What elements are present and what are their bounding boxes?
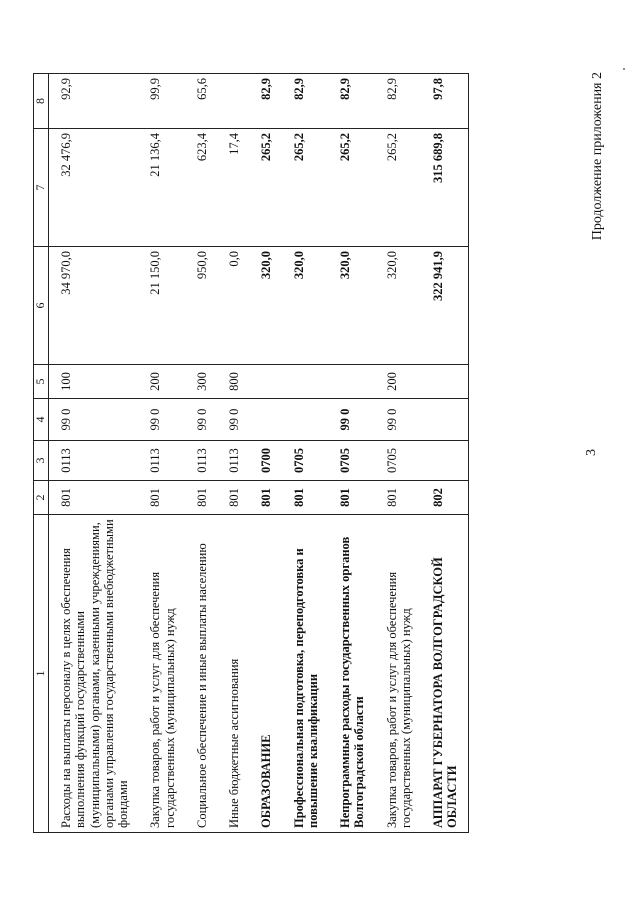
ministry-code: 801 (249, 481, 281, 515)
execution-percent: 82,9 (249, 74, 281, 129)
table-row (375, 74, 422, 833)
execution-percent: 82,9 (328, 74, 375, 129)
table-row (282, 74, 329, 833)
header-cell: 8 (34, 74, 49, 129)
program-code (249, 399, 281, 441)
header-cell: 6 (34, 247, 49, 365)
execution-percent: 92,9 (49, 74, 139, 129)
ministry-code: 801 (217, 481, 249, 515)
table-row (421, 74, 468, 833)
row-name: Расходы на выплаты персоналу в целях обеспечения выполнения функций государственными (муниципальными) органами, казенными учреждениями, органами управления государственными внебюджетными фондами (49, 515, 139, 833)
execution-percent: 99,9 (138, 74, 185, 129)
executed-amount: 265,2 (328, 129, 375, 247)
expense-type-code (328, 365, 375, 399)
section-code: 0705 (375, 441, 422, 481)
table-row (185, 74, 217, 833)
expense-type-code: 200 (138, 365, 185, 399)
program-code: 99 0 (138, 399, 185, 441)
budget-table (33, 73, 469, 833)
section-code: 0705 (328, 441, 375, 481)
expense-type-code (249, 365, 281, 399)
table-row (249, 74, 281, 833)
section-code: 0113 (138, 441, 185, 481)
executed-amount: 265,2 (375, 129, 422, 247)
expense-type-code (421, 365, 468, 399)
ministry-code: 801 (375, 481, 422, 515)
header-cell: 5 (34, 365, 49, 399)
ministry-code: 801 (185, 481, 217, 515)
ministry-code: 801 (49, 481, 139, 515)
planned-amount: 320,0 (375, 247, 422, 365)
row-name: Закупка товаров, работ и услуг для обеспечения государственных (муниципальных) нужд (138, 515, 185, 833)
section-code (421, 441, 468, 481)
row-name: Профессиональная подготовка, переподготовка и повышение квалификации (282, 515, 329, 833)
planned-amount: 34 970,0 (49, 247, 139, 365)
expense-type-code: 200 (375, 365, 422, 399)
execution-percent: 82,9 (375, 74, 422, 129)
program-code (421, 399, 468, 441)
planned-amount: 320,0 (328, 247, 375, 365)
planned-amount: 950,0 (185, 247, 217, 365)
program-code: 99 0 (375, 399, 422, 441)
section-code: 0113 (49, 441, 139, 481)
ministry-code: 801 (282, 481, 329, 515)
section-code: 0705 (282, 441, 329, 481)
row-name: Социальное обеспечение и иные выплаты населению (185, 515, 217, 833)
continuation-note: Продолжение приложения 2 (590, 72, 605, 241)
expense-type-code: 800 (217, 365, 249, 399)
header-cell: 4 (34, 399, 49, 441)
section-code: 0113 (185, 441, 217, 481)
row-name: Непрограммные расходы государственных органов Волгоградской области (328, 515, 375, 833)
ministry-code: 801 (328, 481, 375, 515)
planned-amount: 320,0 (249, 247, 281, 365)
executed-amount: 623,4 (185, 129, 217, 247)
executed-amount: 17,4 (217, 129, 249, 247)
scan-speck (623, 68, 625, 70)
row-name: ОБРАЗОВАНИЕ (249, 515, 281, 833)
execution-percent (217, 74, 249, 129)
planned-amount: 322 941,9 (421, 247, 468, 365)
row-name: Иные бюджетные ассигнования (217, 515, 249, 833)
header-row (34, 74, 49, 833)
program-code: 99 0 (49, 399, 139, 441)
planned-amount: 0,0 (217, 247, 249, 365)
section-code: 0113 (217, 441, 249, 481)
expense-type-code: 300 (185, 365, 217, 399)
table-row (328, 74, 375, 833)
planned-amount: 21 150,0 (138, 247, 185, 365)
program-code: 99 0 (217, 399, 249, 441)
row-name: Закупка товаров, работ и услуг для обеспечения государственных (муниципальных) нужд (375, 515, 422, 833)
page-number: 3 (584, 449, 599, 456)
execution-percent: 82,9 (282, 74, 329, 129)
executed-amount: 265,2 (249, 129, 281, 247)
executed-amount: 315 689,8 (421, 129, 468, 247)
header-cell: 1 (34, 515, 49, 833)
appendix-table-area (33, 74, 574, 833)
expense-type-code (282, 365, 329, 399)
ministry-code: 802 (421, 481, 468, 515)
program-code (282, 399, 329, 441)
execution-percent: 97,8 (421, 74, 468, 129)
table-row (138, 74, 185, 833)
planned-amount: 320,0 (282, 247, 329, 365)
header-cell: 7 (34, 129, 49, 247)
row-name: АППАРАТ ГУБЕРНАТОРА ВОЛГОГРАДСКОЙ ОБЛАСТИ (421, 515, 468, 833)
executed-amount: 21 136,4 (138, 129, 185, 247)
executed-amount: 32 476,9 (49, 129, 139, 247)
expense-type-code: 100 (49, 365, 139, 399)
ministry-code: 801 (138, 481, 185, 515)
header-cell: 2 (34, 481, 49, 515)
execution-percent: 65,6 (185, 74, 217, 129)
section-code: 0700 (249, 441, 281, 481)
program-code: 99 0 (185, 399, 217, 441)
header-cell: 3 (34, 441, 49, 481)
executed-amount: 265,2 (282, 129, 329, 247)
table-row (217, 74, 249, 833)
program-code: 99 0 (328, 399, 375, 441)
table-row (49, 74, 139, 833)
